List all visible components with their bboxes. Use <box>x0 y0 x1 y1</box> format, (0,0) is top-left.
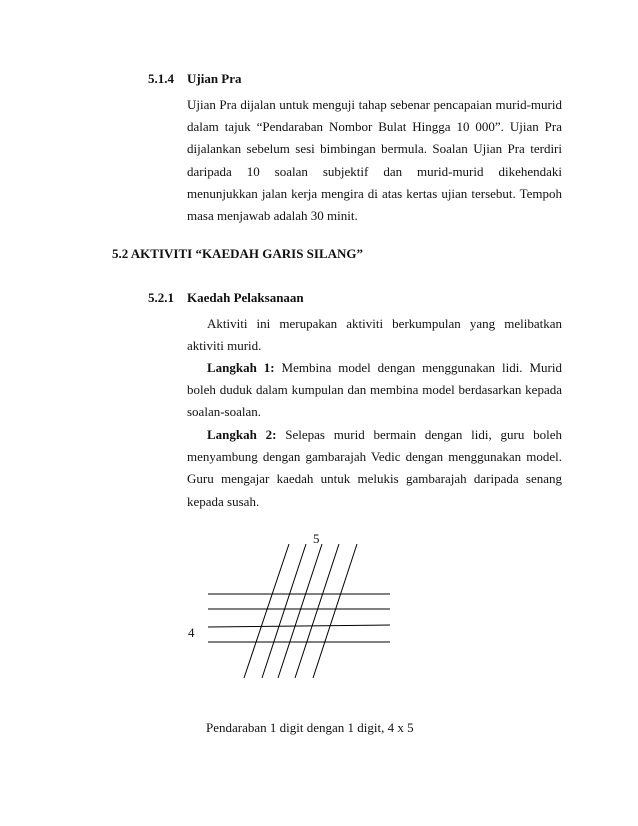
section-title-kaedah-pelaksanaan: Kaedah Pelaksanaan <box>187 290 304 305</box>
section-title-ujian-pra: Ujian Pra <box>187 71 242 86</box>
slanted-line-3 <box>278 544 322 678</box>
diagram-caption: Pendaraban 1 digit dengan 1 digit, 4 x 5 <box>206 720 414 735</box>
kaedah-intro-paragraph: Aktiviti ini merupakan aktiviti berkumpulan yang melibatkan aktiviti murid. <box>187 316 562 354</box>
slanted-line-5 <box>313 544 357 678</box>
slanted-line-4 <box>295 544 339 678</box>
section-number-521: 5.2.1 <box>148 290 174 305</box>
ujian-pra-paragraph: Ujian Pra dijalan untuk menguji tahap sebenar pencapaian murid-murid dalam tajuk “Pendaraban Nombor Bulat Hingga 10 000”. Ujian Pra dijalankan sebelum sesi bimbingan bermula. Soalan Ujian Pra terdiri daripada 10 soalan subjektif dan murid-murid dikehendaki menunjukkan jalan kerja mengira di atas kertas ujian tersebut. Tempoh masa menjawab adalah 30 minit. <box>187 97 562 224</box>
diagram-top-label: 5 <box>313 531 320 546</box>
langkah-1-text: Membina model dengan menggunakan lidi. Murid boleh duduk dalam kumpulan dan membina model berdasarkan kepada soalan-soalan. <box>187 360 562 420</box>
langkah-2-text: Selepas murid bermain dengan lidi, guru boleh menyambung dengan gambarajah Vedic dengan menggunakan model. Guru mengajar kaedah untuk melukis gambarajah daripada senang kepada susah. <box>187 427 562 509</box>
slanted-line-2 <box>262 544 306 678</box>
diagram-left-label: 4 <box>188 625 195 640</box>
section-heading-52: 5.2 AKTIVITI “KAEDAH GARIS SILANG” <box>112 246 364 261</box>
langkah-1-label: Langkah 1: <box>207 360 275 375</box>
slanted-line-1 <box>244 544 289 678</box>
horizontal-line-3 <box>208 625 390 627</box>
langkah-2-label: Langkah 2: <box>207 427 277 442</box>
section-number-514: 5.1.4 <box>148 71 174 86</box>
